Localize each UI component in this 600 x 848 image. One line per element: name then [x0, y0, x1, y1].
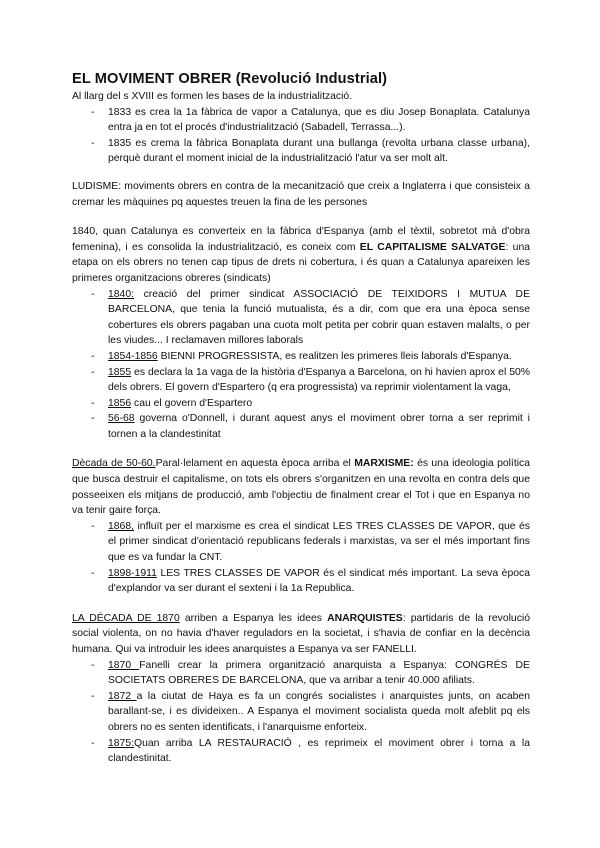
p1870-paragraph [72, 611, 530, 658]
item-text: creació del primer sindicat ASSOCIACIÓ DE TEIXIDORS I MUTUA DE BARCELONA, que tenia la funció mutualista, és a dir, com que era una època sense cobertures els obrers pagaban una cuota molt petita per cobrir quan estaven malalts, o per les viudes... I reclamaven millores laborals [108, 288, 530, 347]
list-item [72, 396, 530, 412]
p1840-text: 1840, quan Catalunya es converteix en la fàbrica d'Espanya (amb el tèxtil, sobretot mà d'obra femenina), i es consolida la industrialització, es coneix com [72, 226, 530, 253]
list-item [72, 658, 530, 689]
ludisme-paragraph: LUDISME: moviments obrers en contra de la mecanització que creix a Inglaterra i que consisteix a cremar les màquines pq aquestes treuen la fina de les persones [72, 180, 530, 208]
page-title: EL MOVIMENT OBRER (Revolució Industrial) [72, 71, 388, 87]
decade-label: Dècada de 50-60. [72, 458, 156, 470]
date-label: 1870 [108, 659, 140, 671]
p5060-text: Paral·lelament en aquesta època arriba el [155, 458, 355, 470]
list-item: - 1833 es crea la 1a fàbrica de vapor a Catalunya, que es diu Josep Bonaplata. Catalunya entra ja en tot el procés d'industrialització (Sabadell, Terrassa...). [72, 105, 530, 136]
item-text: es declara la 1a vaga de la història d'Espanya a Barcelona, on hi havien aprox el 50% dels obrers. El govern d'Espartero (q era progressista) va reprimir violentament la vaga, [108, 366, 530, 394]
item-text: Fanelli crear la primera organització anarquista a Espanya: CONGRÉS DE SOCIETATS OBRERES DE BARCELONA, que va arribar a tenir 40.000 afiliats. [108, 659, 530, 687]
item-text: cau el govern d'Espartero [131, 397, 253, 409]
intro-list [72, 105, 530, 167]
date-label: 1855 [108, 366, 132, 378]
item-text: influït per el marxisme es crea el sindicat LES TRES CLASSES DE VAPOR, que és el primer sindicat d'orientació republicans federals i marxistas, va ser el més important fins que es va fundar la CNT. [108, 520, 530, 564]
list-1870 [72, 658, 530, 767]
list-item [72, 519, 530, 566]
list-item [72, 689, 530, 736]
date-label: 1898-1911 [108, 567, 157, 579]
decade-label: LA DÉCADA DE 1870 [72, 612, 180, 624]
p1840-text-after: : una etapa on els obrers no tenen cap tipus de drets ni cobertura, i és quan a Catalunya apareixen les primeres organitzacions obreres (sindicats) [72, 241, 530, 284]
list-item [72, 287, 530, 349]
p1870-text-after: : partidaris de la revolució social violenta, on no havia d'haver reguladors en la societat, i s'havia de confiar en la decència humana. Qui va introduir les idees anarquistes a Espanya va ser FANELLI. [72, 612, 530, 655]
item-text: governa o'Donnell, i durant aquest anys el moviment obrer torna a ser reprimit i tornen a la clandestinitat [108, 413, 530, 440]
date-label: 1872 [108, 690, 137, 702]
date-label: 1868, [108, 520, 135, 532]
intro-paragraph: Al llarg del s XVIII es formen les bases de la industrialització. [72, 91, 353, 102]
p1840-paragraph [72, 224, 530, 286]
list-1840 [72, 287, 530, 443]
date-label: 56-68 [108, 413, 135, 425]
date-label: 1875: [108, 737, 135, 749]
capitalisme-term: EL CAPITALISME SALVATGE [359, 241, 506, 253]
item-text: a la ciutat de Haya es fa un congrés socialistes i anarquistes junts, on acaben barallant-se, i es divideixen.. A Espanya el moviment socialista queda molt afeblit pq els obrers no es senten identificats, i l'anarquisme enforteix. [108, 690, 530, 733]
anarquistes-term: ANARQUISTES [327, 612, 403, 624]
date-label: 1856 [108, 397, 132, 409]
p5060-paragraph [72, 456, 530, 518]
list-item: - 1835 es crema la fàbrica Bonaplata durant una bullanga (revolta urbana classe urbana), perquè durant el moment inicial de la industrialització l'atur va ser molt alt. [72, 136, 530, 167]
date-label: 1840: [108, 288, 135, 300]
list-item [72, 411, 530, 442]
list-item [72, 365, 530, 396]
marxisme-term: MARXISME: [354, 458, 414, 470]
list-item [72, 566, 530, 597]
list-item [72, 349, 530, 365]
p5060-text-after: és una ideologia política que busca destruir el capitalisme, on tots els obrers s'organitzen en una revolta en contra dels que posseeixen els mitjans de producció, amb l'objectiu de finalment crear el Tot i que en Espanya no va tenir gaire força. [72, 458, 530, 517]
list-5060 [72, 519, 530, 597]
list-item [72, 736, 530, 767]
date-label: 1854-1856 [108, 350, 158, 362]
item-text: BIENNI PROGRESSISTA, es realitzen les primeres lleis laborals d'Espanya. [157, 350, 512, 362]
p1870-text: arriben a Espanya les idees [179, 612, 328, 624]
item-text: LES TRES CLASSES DE VAPOR és el sindicat més important. La seva època d'explandor va ser durant el sexteni i la 1a Republica. [108, 567, 530, 595]
document-page [72, 70, 530, 767]
item-text: Quan arriba LA RESTAURACIÓ , es reprimeix el moviment obrer i torna a la clandestinitat. [108, 737, 530, 765]
